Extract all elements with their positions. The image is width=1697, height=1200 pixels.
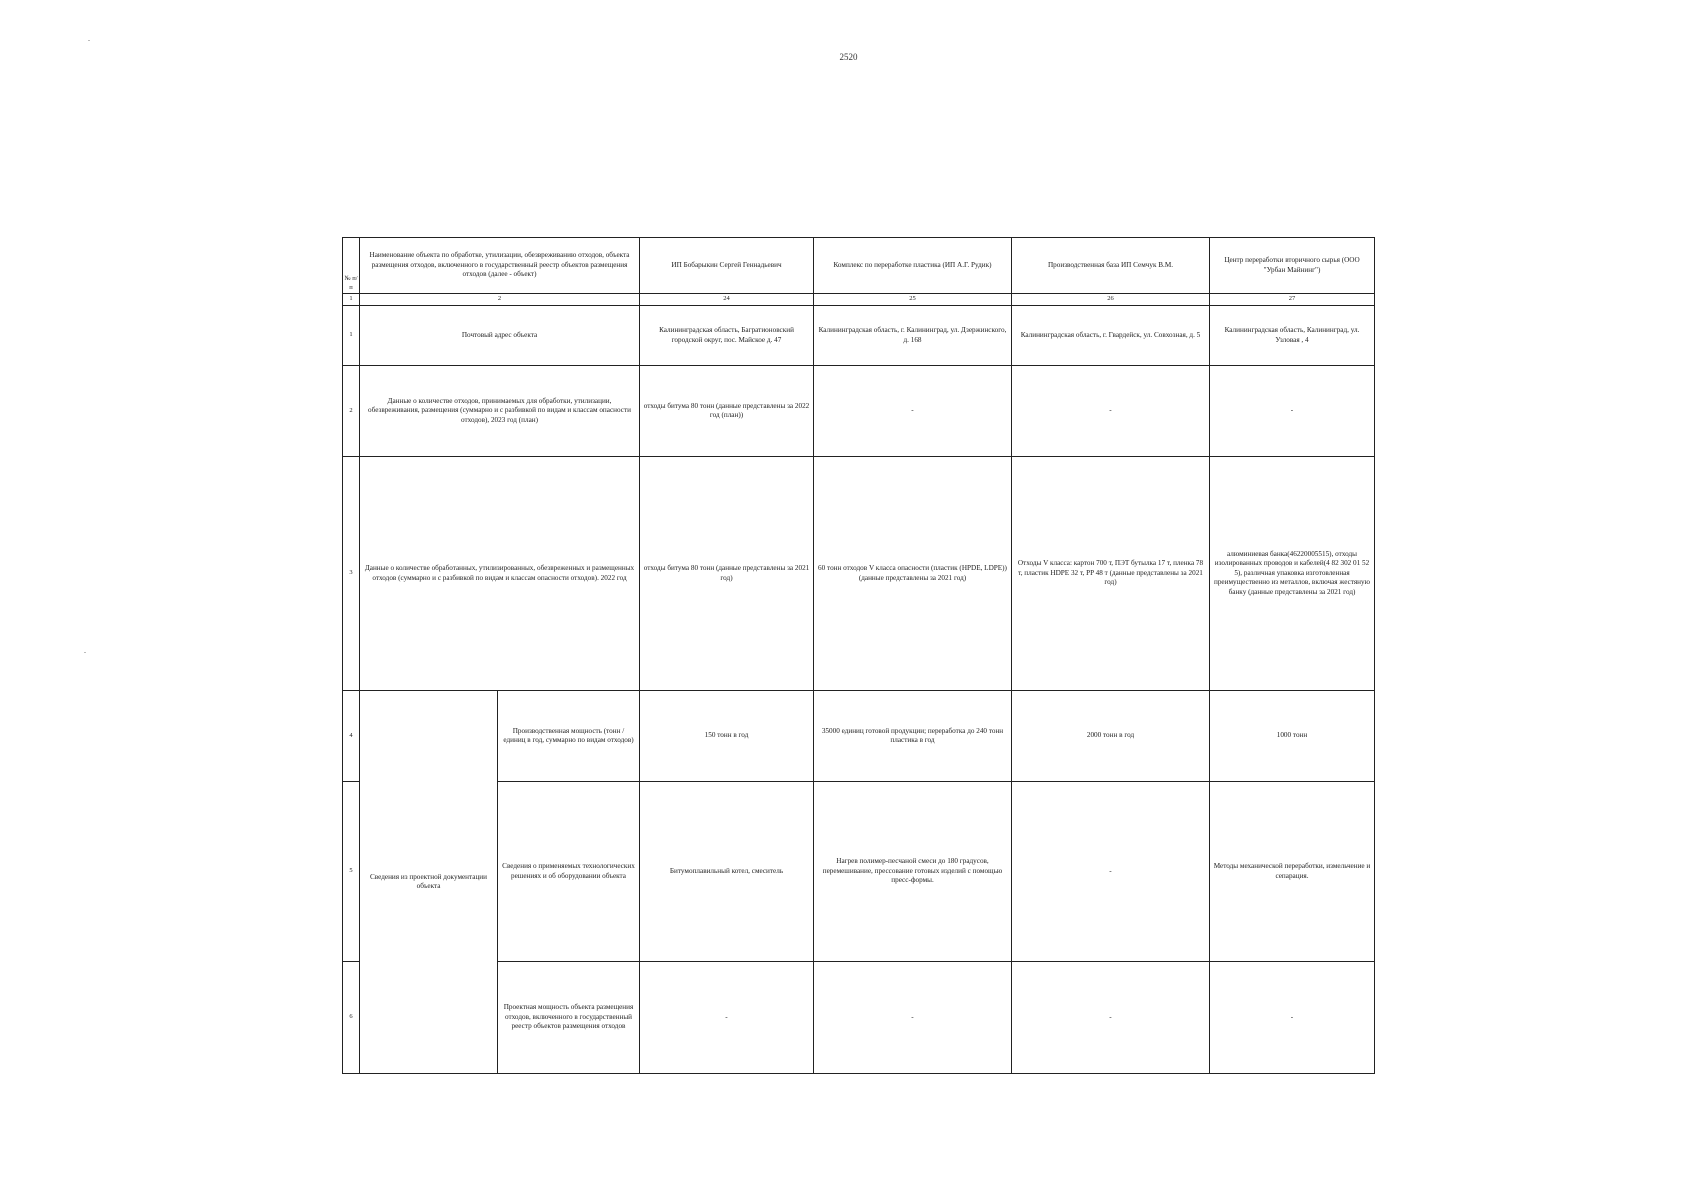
row-number: 6	[343, 962, 360, 1074]
cell-col-24: -	[640, 962, 814, 1074]
cell-col-25: 60 тонн отходов V класса опасности (пластик (HPDE, LDPE)) (данные представлены за 2021 год)	[814, 457, 1012, 691]
row-label: Почтовый адрес объекта	[360, 306, 640, 366]
cell-col-27: 1000 тонн	[1210, 691, 1375, 782]
header-col-26: Производственная база ИП Семчук В.М.	[1012, 238, 1210, 294]
table-row	[343, 691, 1375, 782]
column-index-row	[343, 294, 1375, 306]
table-row	[343, 366, 1375, 457]
header-col-27: Центр переработки вторичного сырья (ООО "Урбан Майнинг")	[1210, 238, 1375, 294]
index-24: 24	[640, 294, 814, 306]
index-25: 25	[814, 294, 1012, 306]
table-row	[343, 782, 1375, 962]
cell-col-27: алюминиевая банка(46220005515), отходы изолированных проводов и кабелей(4 82 302 01 52 5), различная упаковка изготовленная преимущественно из металлов, включая жестяную банку (данные представлены за 2021 год)	[1210, 457, 1375, 691]
cell-col-27: -	[1210, 962, 1375, 1074]
cell-col-26: Отходы V класса: картон 700 т, ПЭТ бутылка 17 т, пленка 78 т, пластик HDPE 32 т, PP 48 т (данные представлены за 2021 год)	[1012, 457, 1210, 691]
table-row	[343, 962, 1375, 1074]
cell-col-25: -	[814, 962, 1012, 1074]
cell-col-25: -	[814, 366, 1012, 457]
cell-col-25: Нагрев полимер-песчаной смеси до 180 градусов, перемешивание, прессование готовых изделий с помощью пресс-формы.	[814, 782, 1012, 962]
cell-col-25: Калининградская область, г. Калининград, ул. Дзержинского, д. 168	[814, 306, 1012, 366]
table-row	[343, 457, 1375, 691]
scan-artifact	[88, 40, 90, 41]
index-27: 27	[1210, 294, 1375, 306]
index-26: 26	[1012, 294, 1210, 306]
index-2: 2	[360, 294, 640, 306]
cell-col-24: 150 тонн в год	[640, 691, 814, 782]
cell-col-26: 2000 тонн в год	[1012, 691, 1210, 782]
cell-col-24: Битумоплавильный котел, смеситель	[640, 782, 814, 962]
waste-facilities-registry-table	[342, 237, 1375, 1074]
row-number: 3	[343, 457, 360, 691]
cell-col-26: -	[1012, 782, 1210, 962]
cell-col-27: Методы механической переработки, измельчение и сепарация.	[1210, 782, 1375, 962]
cell-col-26: Калининградская область, г. Гвардейск, ул. Совхозная, д. 5	[1012, 306, 1210, 366]
row-label: Данные о количестве отходов, принимаемых для обработки, утилизации, обезвреживания, размещения (суммарно и с разбивкой по видам и классам опасности отходов), 2023 год (план)	[360, 366, 640, 457]
project-docs-group-label: Сведения из проектной документации объекта	[360, 691, 498, 1074]
page-number: 2520	[839, 52, 858, 62]
header-col-24: ИП Бобарыкин Сергей Геннадьевич	[640, 238, 814, 294]
header-col-25: Комплекс по переработке пластика (ИП А.Г. Рудик)	[814, 238, 1012, 294]
table-row	[343, 306, 1375, 366]
cell-col-27: Калининградская область, Калининград, ул. Узловая , 4	[1210, 306, 1375, 366]
row-label: Сведения о применяемых технологических решениях и об оборудовании объекта	[498, 782, 640, 962]
cell-col-25: 35000 единиц готовой продукции; переработка до 240 тонн пластика в год	[814, 691, 1012, 782]
row-label: Производственная мощность (тонн / единиц в год, суммарно по видам отходов)	[498, 691, 640, 782]
row-label: Данные о количестве обработанных, утилизированных, обезвреженных и размещенных отходов (суммарно и с разбивкой по видам и классам опасности отходов). 2022 год	[360, 457, 640, 691]
header-row	[343, 238, 1375, 294]
row-number: 4	[343, 691, 360, 782]
header-num: № п/п	[343, 238, 360, 294]
row-number: 5	[343, 782, 360, 962]
cell-col-24: отходы битума 80 тонн (данные представлены за 2021 год)	[640, 457, 814, 691]
cell-col-26: -	[1012, 962, 1210, 1074]
row-number: 2	[343, 366, 360, 457]
row-number: 1	[343, 306, 360, 366]
cell-col-24: отходы битума 80 тонн (данные представлены за 2022 год (план))	[640, 366, 814, 457]
cell-col-24: Калининградская область, Багратионовский городской округ, пос. Майское д. 47	[640, 306, 814, 366]
header-object-name: Наименование объекта по обработке, утилизации, обезвреживанию отходов, объекта размещения отходов, включенного в государственный реестр объектов размещения отходов (далее - объект)	[360, 238, 640, 294]
scan-artifact	[84, 652, 86, 653]
cell-col-27: -	[1210, 366, 1375, 457]
index-1: 1	[343, 294, 360, 306]
cell-col-26: -	[1012, 366, 1210, 457]
row-label: Проектная мощность объекта размещения отходов, включенного в государственный реестр объектов размещения отходов	[498, 962, 640, 1074]
